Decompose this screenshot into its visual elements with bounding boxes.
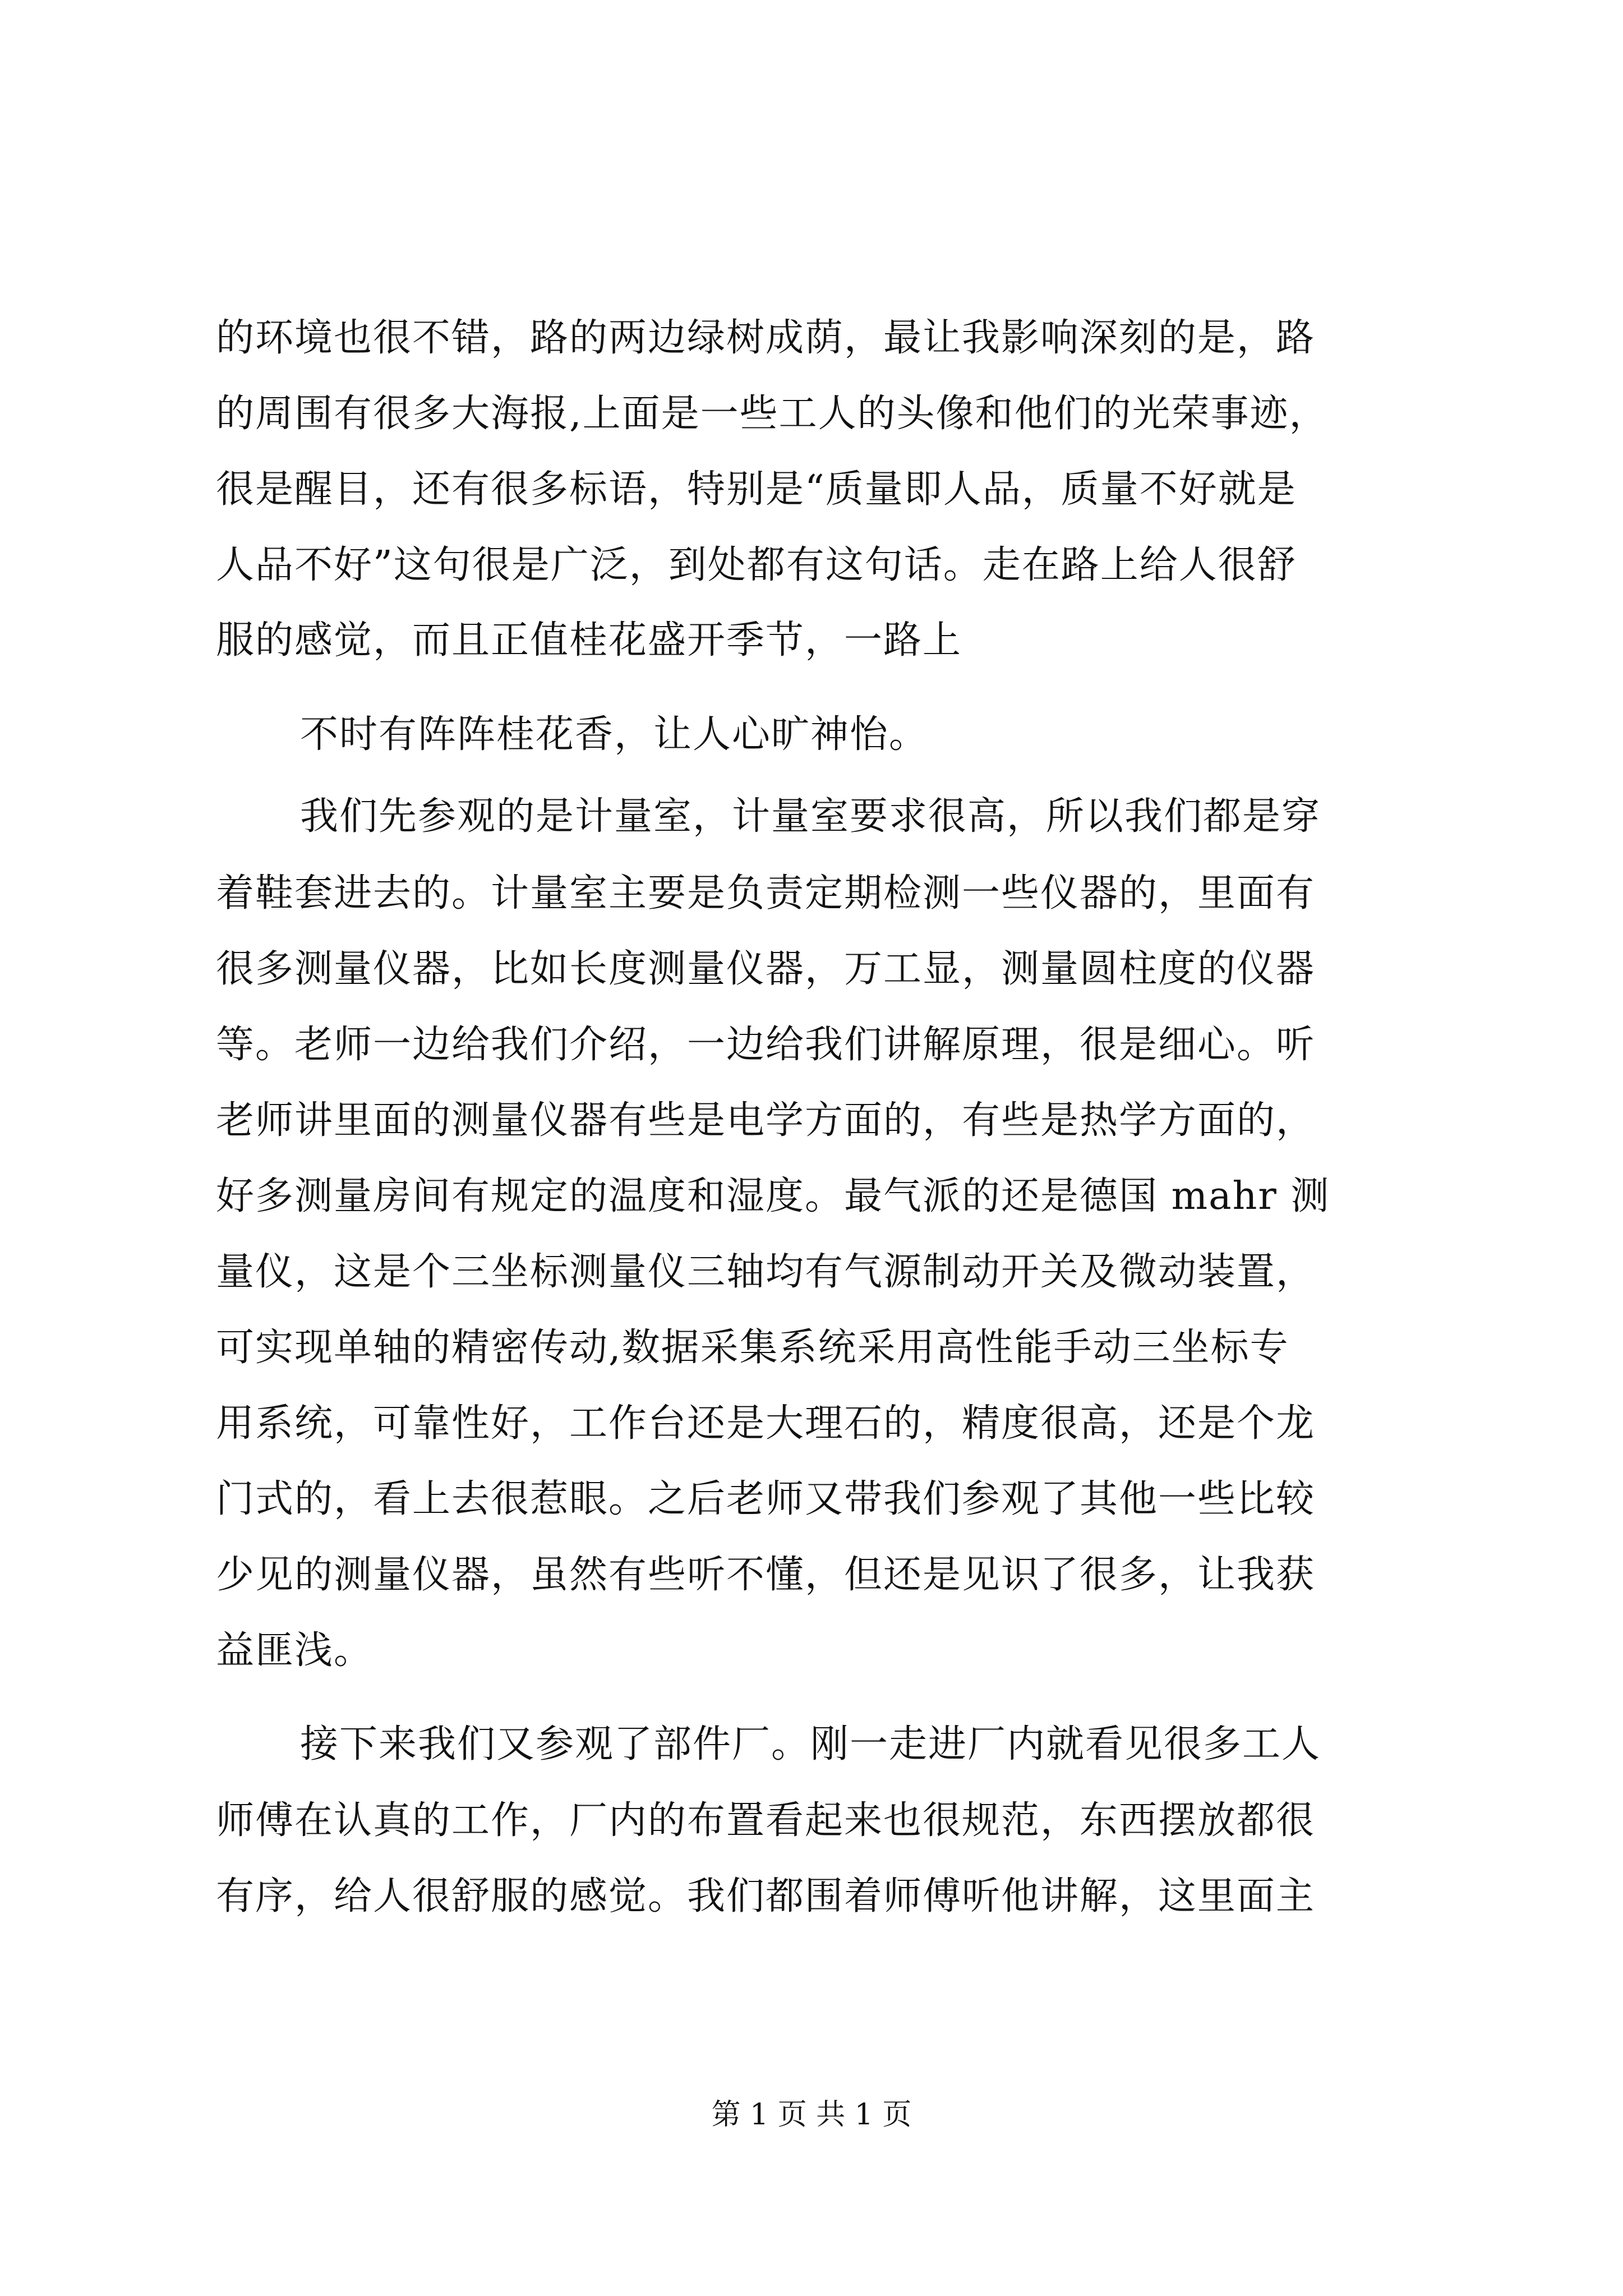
text-line-21: 有序，给人很舒服的感觉。我们都围着师傅听他讲解，这里面主 [216,1874,1316,1918]
text-line-6: 不时有阵阵桂花香，让人心旷神怡。 [300,712,929,757]
text-line-13: 量仪，这是个三坐标测量仪三轴均有气源制动开关及微动装置， [216,1250,1316,1294]
text-line-19: 接下来我们又参观了部件厂。刚一走进厂内就看见很多工人 [300,1722,1321,1766]
page-number-footer: 第 1 页 共 1 页 [711,2098,912,2132]
text-line-8: 着鞋套进去的。计量室主要是负责定期检测一些仪器的，里面有 [216,871,1316,915]
text-line-11: 老师讲里面的测量仪器有些是电学方面的，有些是热学方面的， [216,1098,1316,1143]
text-line-9: 很多测量仪器，比如长度测量仪器，万工显，测量圆柱度的仪器 [216,947,1316,991]
text-line-14: 可实现单轴的精密传动,数据采集系统采用高性能手动三坐标专 [216,1326,1289,1370]
text-line-15: 用系统，可靠性好，工作台还是大理石的，精度很高，还是个龙 [216,1401,1316,1446]
text-line-10: 等。老师一边给我们介绍，一边给我们讲解原理，很是细心。听 [216,1023,1316,1067]
text-line-18: 益匪浅。 [216,1628,374,1673]
text-line-3: 很是醒目，还有很多标语，特别是“质量即人品，质量不好就是 [216,467,1297,512]
text-line-2: 的周围有很多大海报,上面是一些工人的头像和他们的光荣事迹， [216,392,1329,436]
text-line-17: 少见的测量仪器，虽然有些听不懂，但还是见识了很多，让我获 [216,1553,1316,1597]
text-line-1: 的环境也很不错，路的两边绿树成荫，最让我影响深刻的是，路 [216,316,1316,360]
text-line-4: 人品不好”这句很是广泛，到处都有这句话。走在路上给人很舒 [216,543,1297,587]
text-line-20: 师傅在认真的工作，厂内的布置看起来也很规范，东西摆放都很 [216,1798,1316,1843]
text-line-16: 门式的，看上去很惹眼。之后老师又带我们参观了其他一些比较 [216,1477,1316,1521]
text-line-12: 好多测量房间有规定的温度和湿度。最气派的还是德国 mahr 测 [216,1174,1330,1218]
text-line-5: 服的感觉，而且正值桂花盛开季节，一路上 [216,618,962,662]
text-line-7: 我们先参观的是计量室，计量室要求很高，所以我们都是穿 [300,794,1321,839]
